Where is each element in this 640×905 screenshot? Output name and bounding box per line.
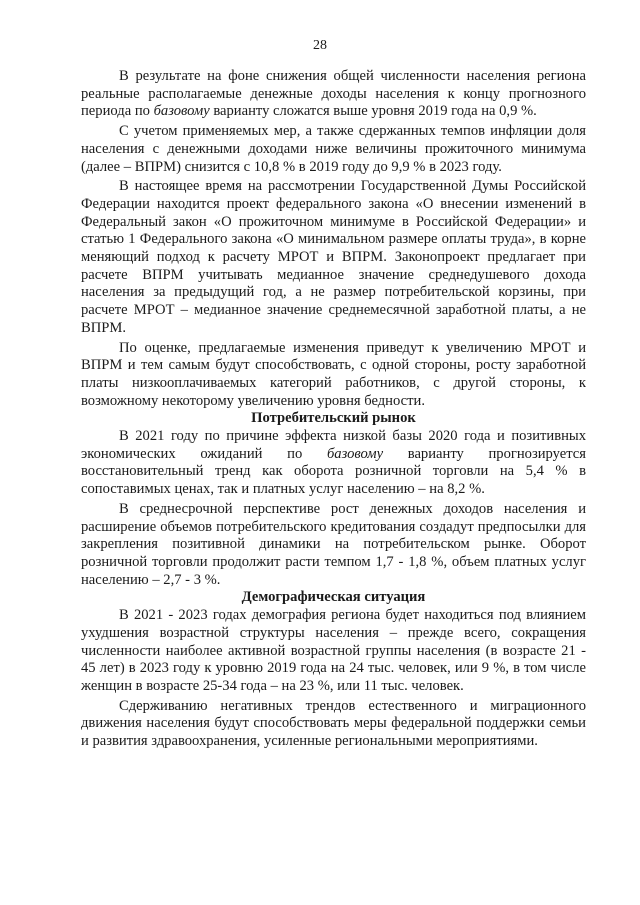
paragraph-poverty-share: С учетом применяемых мер, а также сдержанных темпов инфляции доля населения с денежными доходами ниже величины прожиточного минимума (далее – ВПРМ) снизится с 10,8 % в 2019 году до 9,9 % в 2023 году. xyxy=(81,123,586,175)
paragraph-retail-text-2: варианту прогнозируется восстановительный тренд как оборота розничной торговли на 5,4 % в сопоставимых ценах, так и платных услуг населению – на 8,2 %. xyxy=(81,445,586,498)
paragraph-retail-2021 xyxy=(81,428,586,499)
paragraph-assessment: По оценке, предлагаемые изменения приведут к увеличению МРОТ и ВПРМ и тем самым будут способствовать, с одной стороны, росту заработной платы низкооплачиваемых категорий работников, с другой стороны, к возможному некоторому увеличению уровня бедности. xyxy=(81,339,586,409)
paragraph-income xyxy=(81,68,586,121)
paragraph-draft-law: В настоящее время на рассмотрении Государственной Думы Российской Федерации находится проект федерального закона «О внесении изменений в Федеральный закон «О прожиточном минимуме в Российской Федерации» и статью 1 Федерального закона «О минимальном размере оплаты труда», в корне меняющий подход к расчету МРОТ и ВПРМ. Законопроект предлагает при расчете ВПРМ учитывать медианное значение среднедушевого дохода населения за предыдущий год, а не размер потребительской корзины, при расчете МРОТ – медианное значение среднемесячной заработной платы, а не ВПРМ. xyxy=(81,178,586,336)
paragraph-income-text-2: варианту сложатся выше уровня 2019 года на 0,9 %. xyxy=(209,103,537,120)
page-number: 28 xyxy=(313,38,327,53)
emphasis-base-variant: базовому xyxy=(326,445,384,462)
document-body xyxy=(81,68,586,751)
paragraph-demography: В 2021 - 2023 годах демография региона будет находиться под влиянием ухудшения возрастной структуры населения – прежде всего, сокращения численности наиболее активной возрастной группы населения (в возрасте 21 - 45 лет) в 2023 году к уровню 2019 года на 24 тыс. человек, или 9 %, в том числе женщин в возрасте 25-34 года – на 23 %, или 11 тыс. человек. xyxy=(81,607,586,694)
paragraph-income-text-1: В результате на фоне снижения общей численности населения региона реальные располагаемые денежные доходы населения к концу прогнозного периода по xyxy=(81,68,586,120)
heading-consumer-market: Потребительский рынок xyxy=(251,410,416,427)
paragraph-medium-term: В среднесрочной перспективе рост денежных доходов населения и расширение объемов потребительского кредитования создадут предпосылки для закрепления позитивной динамики на потребительском рынке. Оборот розничной торговли продолжит расти темпом 1,7 - 1,8 %, объем платных услуг населению – 2,7 - 3 %. xyxy=(81,500,586,588)
paragraph-support-measures: Сдерживанию негативных трендов естественного и миграционного движения населения будут способствовать меры федеральной поддержки семьи и развития здравоохранения, усиленные региональными мероприятиями. xyxy=(81,697,586,750)
emphasis-base-variant: базовому xyxy=(153,103,210,120)
paragraph-retail-text-1: В 2021 году по причине эффекта низкой базы 2020 года и позитивных экономических ожиданий по xyxy=(81,428,586,462)
heading-demographics: Демографическая ситуация xyxy=(241,589,426,606)
